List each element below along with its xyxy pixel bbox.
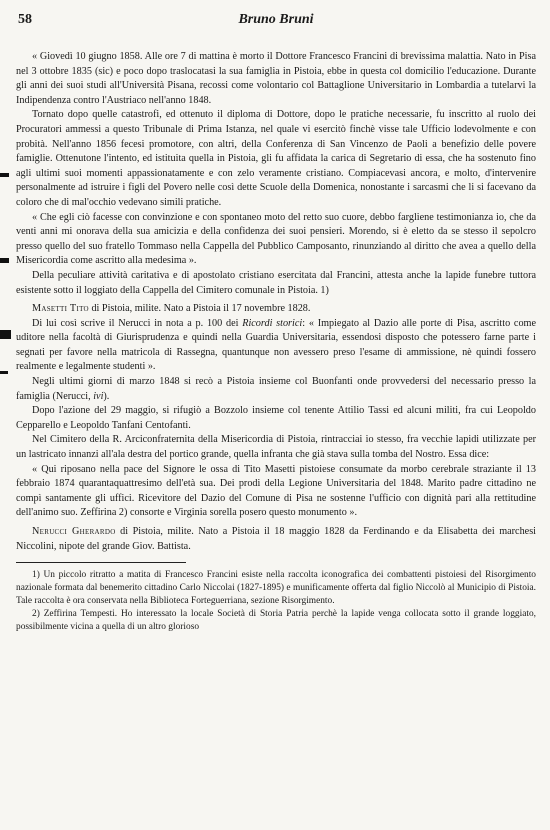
text-span: ). xyxy=(103,390,110,402)
running-head: Bruno Bruni xyxy=(238,12,314,27)
footnotes xyxy=(16,569,536,634)
document-page xyxy=(16,12,536,634)
text-span: Negli ultimi giorni di marzo 1848 si recò a Pistoia insieme col Buonfanti onde provvedersi del necessario presso la famiglia (Nerucci, xyxy=(16,376,536,402)
page-number: 58 xyxy=(18,12,32,27)
entry-intro: di Pistoia, milite. Nato a Pistoia il 18 maggio 1828 da Ferdinando e da Elisabetta dei marchesi Niccolini, nipote del grande Giov. Battista. xyxy=(16,526,536,552)
entry-name: Masetti Tito xyxy=(32,303,89,315)
paragraph: « Giovedì 10 giugno 1858. Alle ore 7 di mattina è morto il Dottore Francesco Francini di brevissima malattia. Nato in Pisa nel 3 ottobre 1835 (sic) e poco dopo traslocatasi la sua famiglia in Pistoia, ebbe in questa col domicilio l'educazione. Durante gli anni dei suoi studi all'Università Pisana, recossi come volontario col Battaglione Universitario in Lombardia a tutelarvi la Indipendenza contro l'Austriaco nell'anno 1848. xyxy=(16,51,536,106)
ivi-italic: ivi xyxy=(93,390,104,402)
epitaph: « Qui riposano nella pace del Signore le ossa di Tito Masetti pistoiese consumate da morbo cerebrale straziante il 13 febbraio 1874 quarantaquattresimo dell'età sua. Dei prodi della Legione Universitaria del 1848. Marito padre cittadino ne compì santamente gli uffici. Ricevitore del Dazio del Comune di Pisa ne sostenne l'ufficio con dignità pari alla rettitudine dell'animo suo. Zeffirina 2) consorte e Virginia sorella posero questo monumento ». xyxy=(16,463,536,519)
margin-mark xyxy=(0,330,11,339)
text-span: Di lui così scrive il Nerucci in nota a p. 100 dei xyxy=(32,317,243,329)
paragraph: Nel Cimitero della R. Arciconfraternita della Misericordia di Pistoia, rintracciai io stesso, fra vecchie lapidi utilizzate per un lastricato innanzi all'ala destra del portico grande, quella infranta che già stava sulla tomba del Nostro. Essa dice: xyxy=(16,434,536,461)
entry-name: Nerucci Gherardo xyxy=(32,526,116,537)
paragraph: Della peculiare attività caritativa e di apostolato cristiano esercitata dal Francini, attesta anche la lapide funebre tuttora esistente sotto il loggiato della Cappella del Cimitero comunale in Pistoia. 1) xyxy=(16,269,536,296)
paragraph xyxy=(16,317,536,375)
margin-mark xyxy=(0,371,8,374)
footnote: 2) Zeffirina Tempesti. Ho interessato la locale Società di Storia Patria perchè la lapide venga collocata sotto il grande loggiato, possibilmente vicina a quella di un altro glorioso xyxy=(16,609,536,633)
entry-intro: di Pistoia, milite. Nato a Pistoia il 17 novembre 1828. xyxy=(88,303,311,315)
entry-nerucci xyxy=(16,525,536,554)
main-text xyxy=(16,50,536,554)
paragraph: Tornato dopo quelle catastrofi, ed ottenuto il diploma di Dottore, dopo le pratiche necessarie, fu inscritto al ruolo dei Procuratori ammessi a questo Tribunale di Prima Istanza, nel quale vi esercitò finchè visse tale Ufficio lodevolmente e con probità. Nell'anno 1856 fecesi promotore, con altri, della Conferenza di San Vincenzo de Paoli a benefizio delle povere famiglie. Ottenutone l'intento, ed istituita quella in Pistoia, gli fu affidata la carica di Segretario di essa, che ha sostenuto fino agli ultimi suoi momenti appassionatamente e con zelo veramente cristiano. Compiacevasi ancora, e molto, d'intervenire personalmente ad istruire i figli del Povero nelle così dette Scuole della Domenica, nonostante i sarcasmi che li si facevano da coloro che di mal'occhio vedevano simili pratiche. xyxy=(16,109,536,208)
margin-mark xyxy=(0,258,9,263)
book-title: Ricordi storici xyxy=(242,317,303,329)
paragraph: Dopo l'azione del 29 maggio, si rifugiò a Bozzolo insieme col tenente Attilio Tassi ed alcuni militi, fra cui Leopoldo Cepparello e Leopoldo Tanfani Centofanti. xyxy=(16,405,536,431)
paragraph: « Che egli ciò facesse con convinzione e con spontaneo moto del retto suo cuore, debbo fargliene testimonianza io, che da venti anni mi onorava della sua amicizia e della confidenza dei suoi pensieri. Morendo, si è eletto da se stesso il sepolcro presso quello del suo fratello Tommaso nella Cappella del Pubblico Camposanto, rinunziando al diritto che avea a quello della Misericordia come ascritto alla medesima ». xyxy=(16,211,536,267)
text-span: : « Impiegato al Dazio alle porte di Pisa, ascritto come uditore nella facoltà di Giurisprudenza e quindi nella Guardia Universitaria, essendosi disposto che potessero farne parte i segnati per favore nella matricola di Rassegna, quantunque non avessero preso l'esame di ammissione, nè quindi fossero realmente e legalmente studenti ». xyxy=(16,317,536,373)
entry-masetti xyxy=(16,302,536,317)
paragraph xyxy=(16,375,536,404)
margin-mark xyxy=(0,173,9,177)
footnote-rule xyxy=(16,562,186,563)
page-header xyxy=(16,12,536,32)
footnote: 1) Un piccolo ritratto a matita di Francesco Francini esiste nella raccolta iconografica dei combattenti pistoiesi del Risorgimento nazionale formata dal benemerito cittadino Carlo Niccolai (1827-1895) e munificamente offerta dal figlio Niccolò al Municipio di Pistoia. Tale raccolta è ora conservata nella Biblioteca Forteguerriana, sezione Risorgimento. xyxy=(16,570,536,607)
